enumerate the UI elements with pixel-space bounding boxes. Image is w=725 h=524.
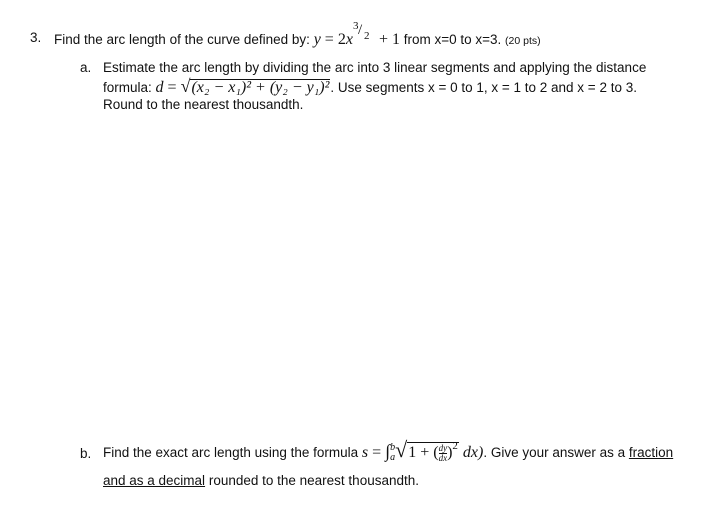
eq-equals: = 2 bbox=[320, 31, 346, 48]
one-plus: 1 + bbox=[408, 444, 434, 461]
big-sqrt-icon: √ bbox=[395, 437, 408, 462]
d-variable: d bbox=[155, 79, 164, 96]
curve-equation bbox=[313, 20, 400, 48]
d-equals: = bbox=[163, 79, 181, 96]
arc-length-formula bbox=[361, 437, 484, 464]
upper-bound: b bbox=[390, 442, 396, 454]
exponent-numerator: 3 bbox=[352, 20, 359, 32]
big-radicand: 1 + ( $\frac{dy}{dx}$ )$^2$ bbox=[408, 440, 458, 463]
fraction-word: fraction bbox=[628, 445, 674, 460]
part-b-suffix: . Give your answer as a bbox=[483, 445, 626, 460]
part-b-line1 bbox=[103, 438, 673, 465]
eq-x: x bbox=[345, 31, 353, 48]
integral-icon: ∫ bbox=[385, 441, 391, 461]
eq-y: y bbox=[313, 31, 321, 48]
part-b-line2-rest: rounded to the nearest thousandth. bbox=[208, 473, 419, 488]
problem-number: 3. bbox=[30, 30, 42, 45]
dx-term: dx) bbox=[462, 444, 484, 461]
s-variable: s bbox=[361, 444, 369, 461]
exponent-slash: / bbox=[357, 22, 363, 38]
dy-numerator: dy bbox=[438, 442, 448, 453]
after-formula: . Use segments x = 0 to 1, x = 1 to 2 and x = 2 to 3. bbox=[330, 80, 637, 95]
part-b-letter: b. bbox=[80, 446, 92, 461]
radicand: (x₂ − x₁)² + (y₂ − y₁)² bbox=[191, 79, 330, 96]
problem-points: (20 pts) bbox=[505, 35, 541, 47]
sqrt-icon: √ bbox=[180, 76, 191, 96]
part-a-line3: Round to the nearest thousandth. bbox=[103, 97, 304, 112]
part-a-line1: Estimate the arc length by dividing the arc into 3 linear segments and applying the distance bbox=[103, 60, 647, 75]
decimal-underlined: and as a decimal bbox=[103, 473, 206, 488]
lower-bound: a bbox=[390, 452, 396, 464]
problem-prompt-prefix: Find the arc length of the curve defined by: bbox=[54, 32, 310, 47]
s-equals: = bbox=[368, 444, 386, 461]
square-exponent: 2 bbox=[452, 440, 458, 452]
distance-formula bbox=[155, 76, 331, 96]
part-b-prefix: Find the exact arc length using the formula bbox=[103, 445, 359, 460]
part-a-letter: a. bbox=[80, 60, 92, 75]
part-b-line2 bbox=[103, 473, 419, 488]
derivative-fraction bbox=[439, 444, 448, 463]
problem-statement bbox=[54, 20, 541, 51]
exponent-fraction bbox=[352, 20, 375, 44]
dx-denominator: dx bbox=[438, 452, 448, 463]
eq-plus-one: + 1 bbox=[374, 31, 400, 48]
part-a-line2 bbox=[103, 76, 637, 98]
formula-label: formula: bbox=[103, 80, 152, 95]
exponent-denominator: 2 bbox=[363, 30, 370, 42]
problem-range: from x=0 to x=3. bbox=[403, 32, 502, 47]
